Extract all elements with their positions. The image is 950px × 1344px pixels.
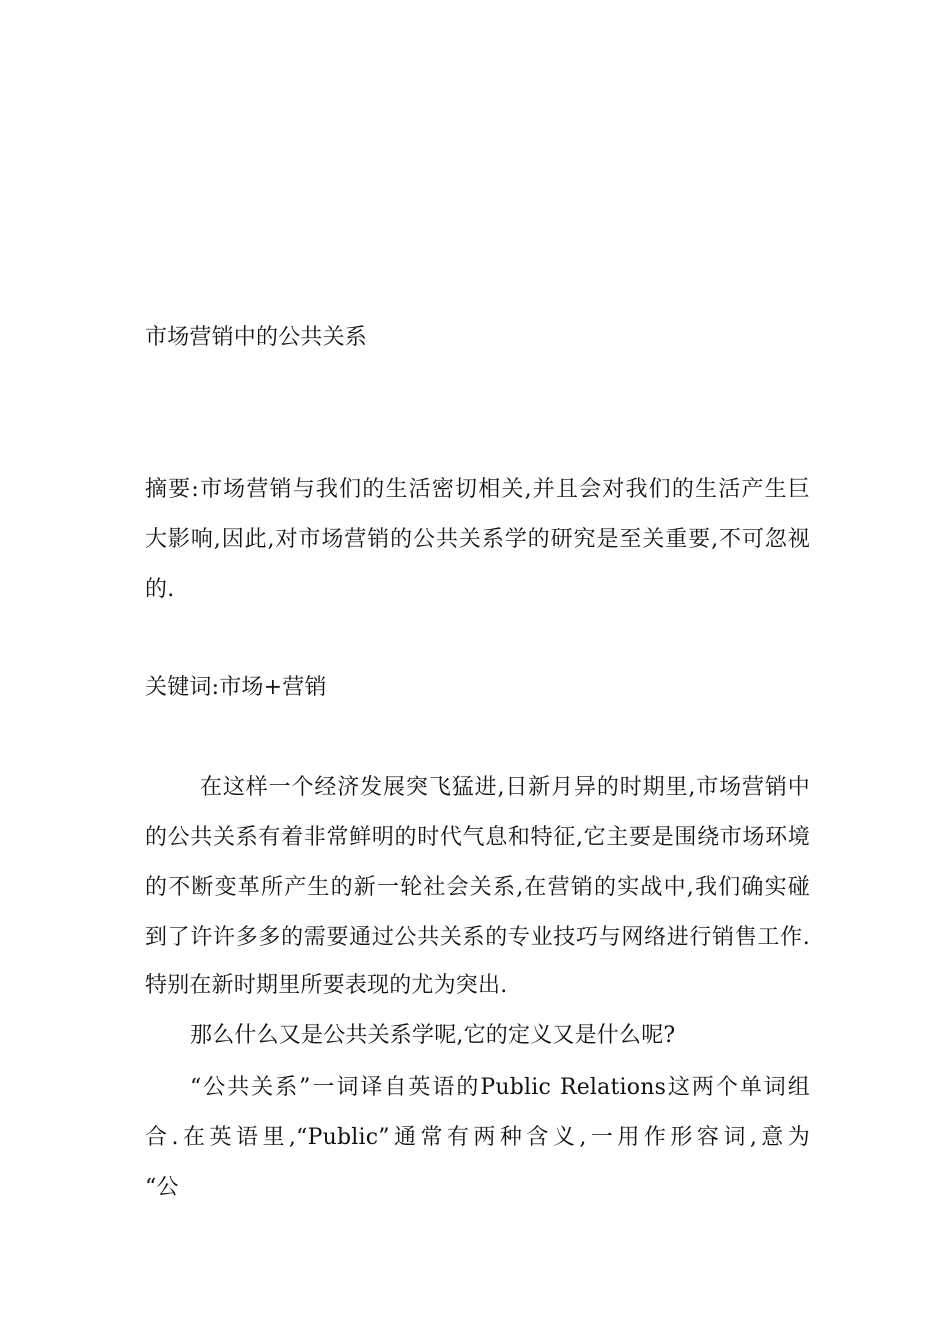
document-title: 市场营销中的公共关系 <box>145 325 368 350</box>
paragraph-line: “公共关系”一词译自英语的Public Relations这两个单词组 <box>190 1075 810 1100</box>
paragraph-line: 合.在英语里,“Public”通常有两种含义,一用作形容词,意为 <box>145 1125 810 1150</box>
paragraph-line: 在这样一个经济发展突飞猛进,日新月异的时期里,市场营销中 <box>200 775 810 800</box>
keywords: 关键词:市场+营销 <box>145 675 327 700</box>
paragraph-line: 特别在新时期里所要表现的尤为突出. <box>145 973 508 998</box>
paragraph-line: 的不断变革所产生的新一轮社会关系,在营销的实战中,我们确实碰 <box>145 875 810 900</box>
paragraph-line: 到了许许多多的需要通过公共关系的专业技巧与网络进行销售工作. <box>145 925 810 950</box>
paragraph-line: 那么什么又是公共关系学呢,它的定义又是什么呢? <box>190 1023 676 1048</box>
abstract-line: 大影响,因此,对市场营销的公共关系学的研究是至关重要,不可忽视 <box>145 527 810 552</box>
paragraph-line: “公 <box>145 1175 179 1200</box>
abstract-line: 的. <box>145 577 175 602</box>
abstract-line: 摘要:市场营销与我们的生活密切相关,并且会对我们的生活产生巨 <box>145 477 810 502</box>
paragraph-line: 的公共关系有着非常鲜明的时代气息和特征,它主要是围绕市场环境 <box>145 825 810 850</box>
